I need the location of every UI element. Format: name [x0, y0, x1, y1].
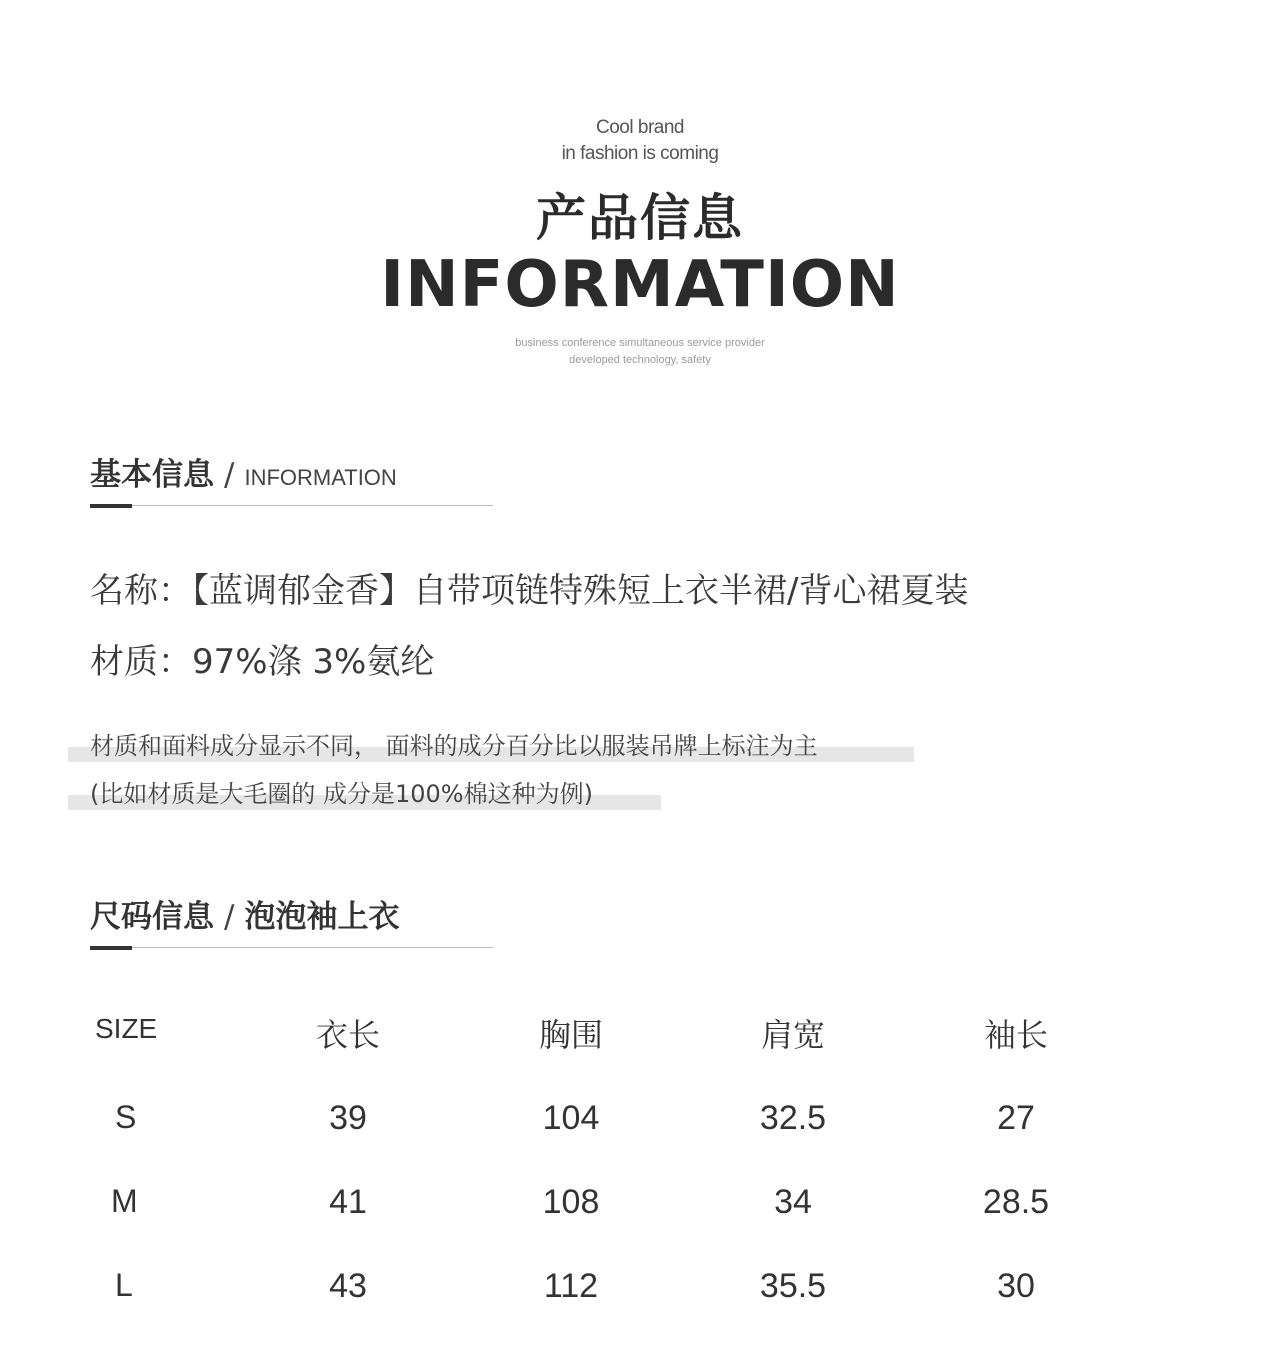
table-cell-sleeve: 30 — [997, 1267, 1035, 1305]
table-header-sleeve: 袖长 — [983, 1016, 1048, 1054]
table-header-shoulder: 肩宽 — [760, 1016, 825, 1054]
product-material: 材质：97%涤 3%氨纶 — [90, 642, 435, 682]
table-cell-size: L — [115, 1267, 133, 1303]
section-divider — [90, 505, 493, 506]
section-divider-accent — [90, 946, 132, 950]
table-cell-length: 41 — [329, 1183, 367, 1221]
page-title-en: INFORMATION — [380, 248, 900, 322]
table-cell-size: S — [115, 1099, 137, 1135]
table-cell-bust: 112 — [543, 1267, 599, 1305]
section-divider-accent — [90, 504, 132, 508]
table-cell-sleeve: 27 — [997, 1099, 1035, 1137]
brand-tagline-2: in fashion is coming — [561, 143, 719, 164]
table-cell-bust: 104 — [542, 1099, 600, 1137]
table-header-size: SIZE — [95, 1013, 158, 1044]
header-subline-1: business conference simultaneous service provider — [515, 337, 765, 349]
size-info-title-cn: 尺码信息 — [90, 899, 214, 935]
table-header-bust: 胸围 — [538, 1016, 603, 1054]
table-cell-size: M — [111, 1183, 138, 1219]
material-note-1: 材质和面料成分显示不同， 面料的成分百分比以服装吊牌上标注为主 — [90, 732, 818, 760]
table-cell-length: 43 — [329, 1267, 367, 1305]
section-divider — [90, 947, 493, 948]
basic-info-title-cn: 基本信息 — [90, 457, 214, 493]
table-cell-bust: 108 — [542, 1183, 600, 1221]
size-info-title-sub: 泡泡袖上衣 — [244, 899, 400, 935]
header-subline-2: developed technology, safety — [569, 354, 711, 366]
basic-info-section-title — [90, 454, 493, 506]
basic-info-title-en: INFORMATION — [244, 465, 397, 490]
table-cell-length: 39 — [329, 1099, 367, 1137]
brand-tagline-1: Cool brand — [596, 117, 684, 138]
material-note-2: (比如材质是大毛圈的 成分是100%棉这种为例) — [90, 780, 593, 808]
table-cell-sleeve: 28.5 — [982, 1183, 1050, 1221]
table-cell-shoulder: 35.5 — [759, 1267, 827, 1305]
size-info-section-title — [90, 896, 493, 948]
basic-info-title-separator: / — [224, 457, 235, 493]
table-cell-shoulder: 32.5 — [759, 1099, 827, 1137]
table-header-length: 衣长 — [315, 1016, 380, 1054]
page-title-cn: 产品信息 — [536, 189, 744, 247]
size-info-title-separator: / — [224, 899, 235, 935]
product-name: 名称：【蓝调郁金香】自带项链特殊短上衣半裙/背心裙夏装 — [90, 571, 969, 611]
table-cell-shoulder: 34 — [774, 1183, 812, 1221]
